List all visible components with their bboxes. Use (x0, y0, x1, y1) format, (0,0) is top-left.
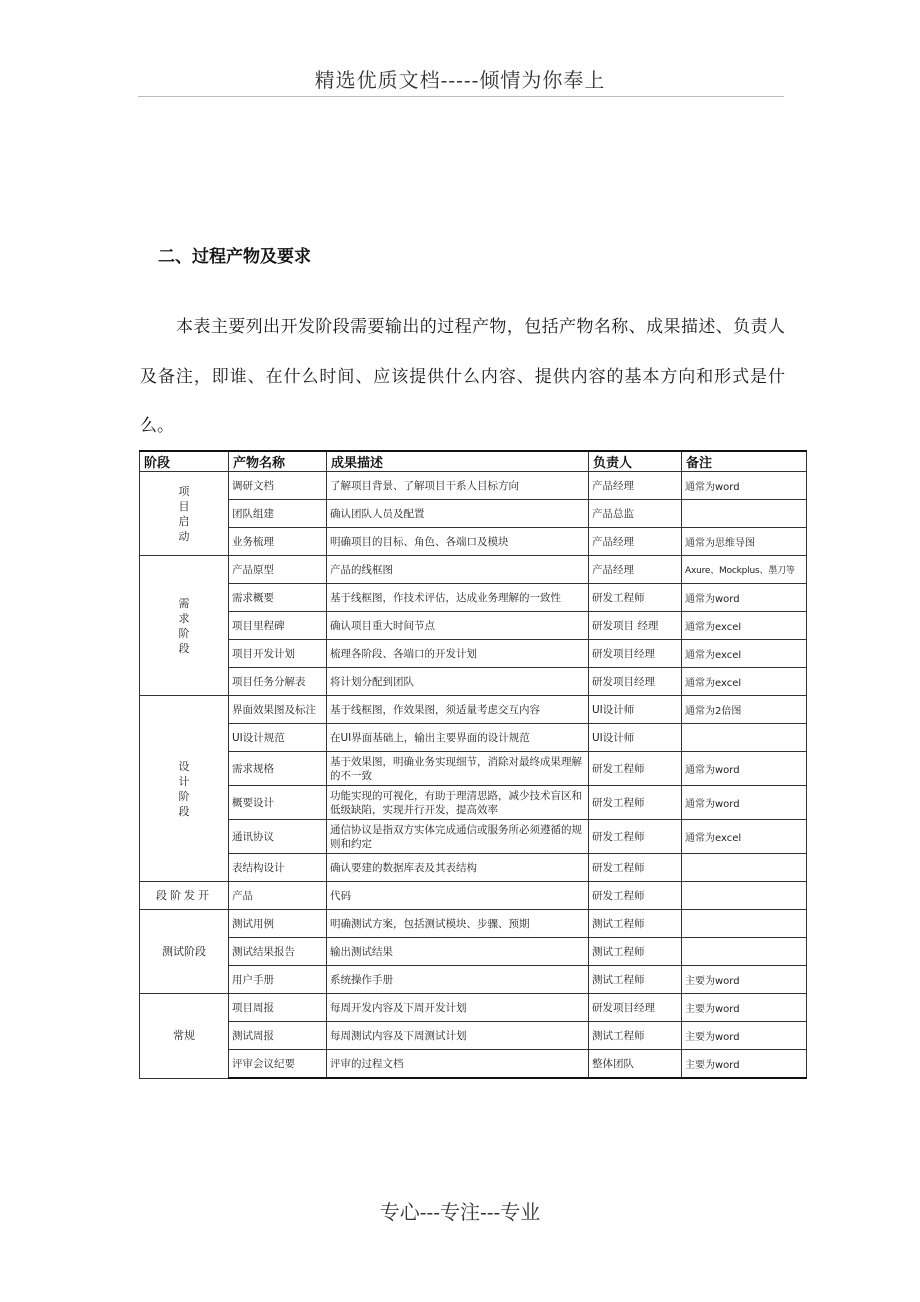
cell-note (682, 910, 807, 938)
table-row (140, 966, 807, 994)
cell-name: 业务梳理 (229, 528, 327, 556)
cell-owner: 研发工程师 (589, 820, 682, 854)
stage-label: 需求阶段 (178, 596, 190, 655)
cell-owner: 测试工程师 (589, 1022, 682, 1050)
table-row (140, 500, 807, 528)
table-row (140, 472, 807, 500)
table-row (140, 882, 807, 910)
cell-owner: 产品经理 (589, 556, 682, 584)
cell-note: 通常为excel (682, 612, 807, 640)
header-note: 备注 (682, 451, 807, 472)
cell-owner: 研发项目经理 (589, 994, 682, 1022)
cell-owner: 研发项目 经理 (589, 612, 682, 640)
table-header-row (140, 451, 807, 472)
section-title: 二、过程产物及要求 (158, 247, 311, 267)
intro-paragraph: 本表主要列出开发阶段需要输出的过程产物，包括产物名称、成果描述、负责人及备注，即谁、在什么时间、应该提供什么内容、提供内容的基本方向和形式是什么。 (140, 317, 785, 436)
cell-name: 测试周报 (229, 1022, 327, 1050)
cell-note (682, 500, 807, 528)
cell-owner: 产品总监 (589, 500, 682, 528)
stage-cell (140, 910, 229, 994)
cell-owner: 整体团队 (589, 1050, 682, 1079)
cell-owner: 测试工程师 (589, 910, 682, 938)
cell-owner: 研发项目经理 (589, 640, 682, 668)
table-row (140, 752, 807, 786)
cell-owner: UI设计师 (589, 696, 682, 724)
header-stage: 阶段 (140, 451, 229, 472)
table-row (140, 820, 807, 854)
page-header-title: 精选优质文档-----倾情为你奉上 (314, 68, 606, 92)
cell-desc: 梳理各阶段、各端口的开发计划 (327, 640, 589, 668)
cell-desc: 确认项目重大时间节点 (327, 612, 589, 640)
cell-desc: 基于线框图，作技术评估，达成业务理解的一致性 (327, 584, 589, 612)
cell-note: 通常为2倍图 (682, 696, 807, 724)
cell-note: 通常为word (682, 786, 807, 820)
cell-owner: 测试工程师 (589, 966, 682, 994)
cell-desc: 评审的过程文档 (327, 1050, 589, 1079)
cell-desc: 每周测试内容及下周测试计划 (327, 1022, 589, 1050)
cell-desc: 基于线框图，作效果图，须适量考虑交互内容 (327, 696, 589, 724)
cell-desc: 明确测试方案，包括测试模块、步骤、预期 (327, 910, 589, 938)
cell-owner: UI设计师 (589, 724, 682, 752)
cell-note: 通常为excel (682, 820, 807, 854)
cell-note (682, 854, 807, 882)
cell-owner: 研发工程师 (589, 786, 682, 820)
cell-note (682, 882, 807, 910)
cell-note: 通常为word (682, 584, 807, 612)
cell-name: 项目里程碑 (229, 612, 327, 640)
cell-note: 主要为word (682, 994, 807, 1022)
stage-cell (140, 994, 229, 1079)
table-row (140, 668, 807, 696)
cell-desc: 通信协议是指双方实体完成通信或服务所必须遵循的规则和约定 (327, 820, 589, 854)
cell-desc: 产品的线框图 (327, 556, 589, 584)
stage-label: 段阶发开 (156, 889, 212, 902)
cell-desc: 输出测试结果 (327, 938, 589, 966)
cell-name: 产品原型 (229, 556, 327, 584)
table-row (140, 786, 807, 820)
cell-desc: 基于效果图，明确业务实现细节，消除对最终成果理解的不一致 (327, 752, 589, 786)
stage-label: 常规 (173, 1029, 195, 1043)
cell-note: 主要为word (682, 1022, 807, 1050)
cell-name: 产品 (229, 882, 327, 910)
stage-label: 设计阶段 (178, 759, 190, 818)
table-row (140, 994, 807, 1022)
table-row (140, 556, 807, 584)
cell-name: 用户手册 (229, 966, 327, 994)
cell-desc: 确认要建的数据库表及其表结构 (327, 854, 589, 882)
table-row (140, 854, 807, 882)
cell-owner: 研发工程师 (589, 882, 682, 910)
header-desc: 成果描述 (327, 451, 589, 472)
header-owner: 负责人 (589, 451, 682, 472)
cell-name: 调研文档 (229, 472, 327, 500)
cell-name: 表结构设计 (229, 854, 327, 882)
cell-note: 主要为word (682, 966, 807, 994)
table-row (140, 696, 807, 724)
cell-name: 概要设计 (229, 786, 327, 820)
cell-name: 需求概要 (229, 584, 327, 612)
table-row (140, 584, 807, 612)
cell-desc: 在UI界面基础上，输出主要界面的设计规范 (327, 724, 589, 752)
cell-owner: 测试工程师 (589, 938, 682, 966)
table-row (140, 724, 807, 752)
cell-note (682, 724, 807, 752)
cell-note: 通常为excel (682, 640, 807, 668)
artifacts-table (139, 450, 807, 1079)
cell-desc: 确认团队人员及配置 (327, 500, 589, 528)
cell-desc: 明确项目的目标、角色、各端口及模块 (327, 528, 589, 556)
cell-desc: 功能实现的可视化，有助于理清思路，减少技术盲区和低级缺陷，实现并行开发，提高效率 (327, 786, 589, 820)
cell-note: 通常为word (682, 472, 807, 500)
cell-name: UI设计规范 (229, 724, 327, 752)
cell-note: Axure、Mockplus、墨刀等 (682, 556, 807, 584)
cell-name: 界面效果图及标注 (229, 696, 327, 724)
cell-note: 通常为word (682, 752, 807, 786)
stage-label: 测试阶段 (162, 945, 206, 958)
table-row (140, 938, 807, 966)
stage-cell (140, 696, 229, 882)
cell-name: 需求规格 (229, 752, 327, 786)
cell-name: 项目开发计划 (229, 640, 327, 668)
table-row (140, 612, 807, 640)
cell-name: 测试用例 (229, 910, 327, 938)
table-row (140, 910, 807, 938)
stage-cell (140, 882, 229, 910)
stage-cell (140, 556, 229, 696)
page-footer-text: 专心---专注---专业 (379, 1200, 541, 1224)
cell-desc: 代码 (327, 882, 589, 910)
cell-desc: 系统操作手册 (327, 966, 589, 994)
cell-owner: 产品经理 (589, 472, 682, 500)
cell-owner: 研发工程师 (589, 584, 682, 612)
cell-owner: 研发项目经理 (589, 668, 682, 696)
cell-name: 项目周报 (229, 994, 327, 1022)
table-row (140, 1022, 807, 1050)
table-row (140, 640, 807, 668)
cell-owner: 研发工程师 (589, 752, 682, 786)
cell-desc: 将计划分配到团队 (327, 668, 589, 696)
cell-name: 测试结果报告 (229, 938, 327, 966)
table-row (140, 528, 807, 556)
cell-name: 评审会议纪要 (229, 1050, 327, 1079)
stage-label: 项目启动 (178, 484, 190, 543)
cell-desc: 每周开发内容及下周开发计划 (327, 994, 589, 1022)
cell-owner: 产品经理 (589, 528, 682, 556)
cell-name: 团队组建 (229, 500, 327, 528)
cell-name: 项目任务分解表 (229, 668, 327, 696)
cell-note: 通常为excel (682, 668, 807, 696)
table-row (140, 1050, 807, 1079)
cell-desc: 了解项目背景、了解项目干系人目标方向 (327, 472, 589, 500)
cell-owner: 研发工程师 (589, 854, 682, 882)
cell-name: 通讯协议 (229, 820, 327, 854)
cell-note (682, 938, 807, 966)
header-divider (138, 96, 784, 97)
stage-cell (140, 472, 229, 556)
cell-note: 主要为word (682, 1050, 807, 1079)
header-name: 产物名称 (229, 451, 327, 472)
cell-note: 通常为思维导图 (682, 528, 807, 556)
